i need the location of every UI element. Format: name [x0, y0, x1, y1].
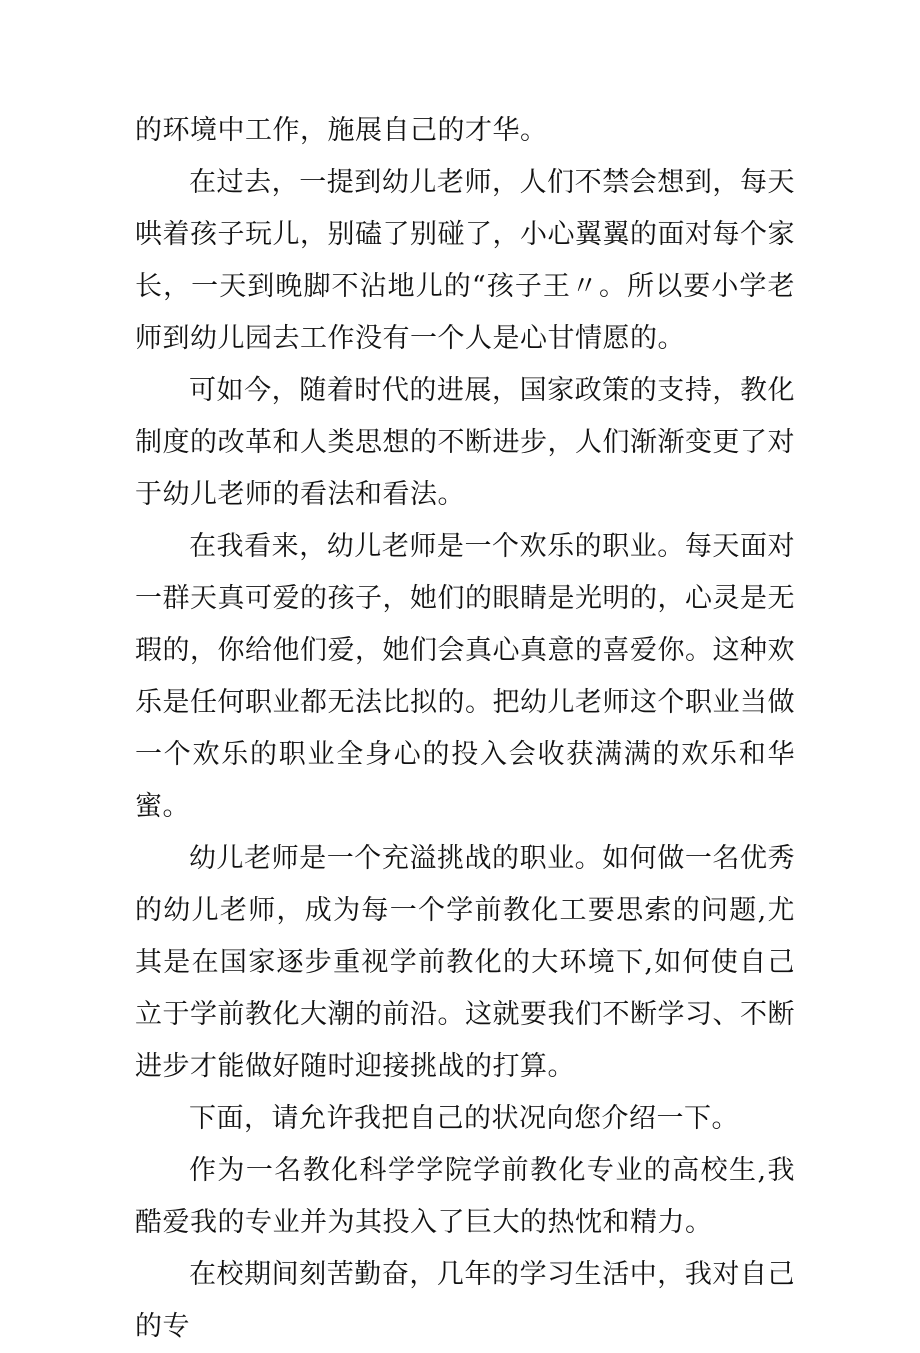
document-body: [135, 105, 795, 1353]
paragraph: 在我看来，幼儿老师是一个欢乐的职业。每天面对一群天真可爱的孩子，她们的眼睛是光明的，心灵是无瑕的，你给他们爱，她们会真心真意的喜爱你。这种欢乐是任何职业都无法比拟的。把幼儿老师这个职业当做一个欢乐的职业全身心的投入会收获满满的欢乐和华蜜。: [135, 531, 795, 822]
paragraph: 在过去，一提到幼儿老师，人们不禁会想到，每天哄着孩子玩儿，别磕了别碰了，小心翼翼的面对每个家长，一天到晚脚不沾地儿的“孩子王〃。所以要小学老师到幼儿园去工作没有一个人是心甘情愿的。: [135, 167, 795, 354]
paragraph: 幼儿老师是一个充溢挑战的职业。如何做一名优秀的幼儿老师，成为每一个学前教化工要思索的问题,尤其是在国家逐步重视学前教化的大环境下,如何使自己立于学前教化大潮的前沿。这就要我们不断学习、不断进步才能做好随时迎接挑战的打算。: [135, 843, 795, 1082]
paragraph: 下面，请允许我把自己的状况向您介绍一下。: [189, 1103, 739, 1134]
paragraph: 可如今，随着时代的进展，国家政策的支持，教化制度的改革和人类思想的不断进步，人们渐渐变更了对于幼儿老师的看法和看法。: [135, 375, 795, 510]
paragraph: 作为一名教化科学学院学前教化专业的高校生,我酷爱我的专业并为其投入了巨大的热忱和精力。: [135, 1155, 795, 1238]
paragraph-continued: 的环境中工作，施展自己的才华。: [135, 115, 548, 146]
paragraph: 在校期间刻苦勤奋，几年的学习生活中，我对自己的专: [135, 1259, 795, 1342]
